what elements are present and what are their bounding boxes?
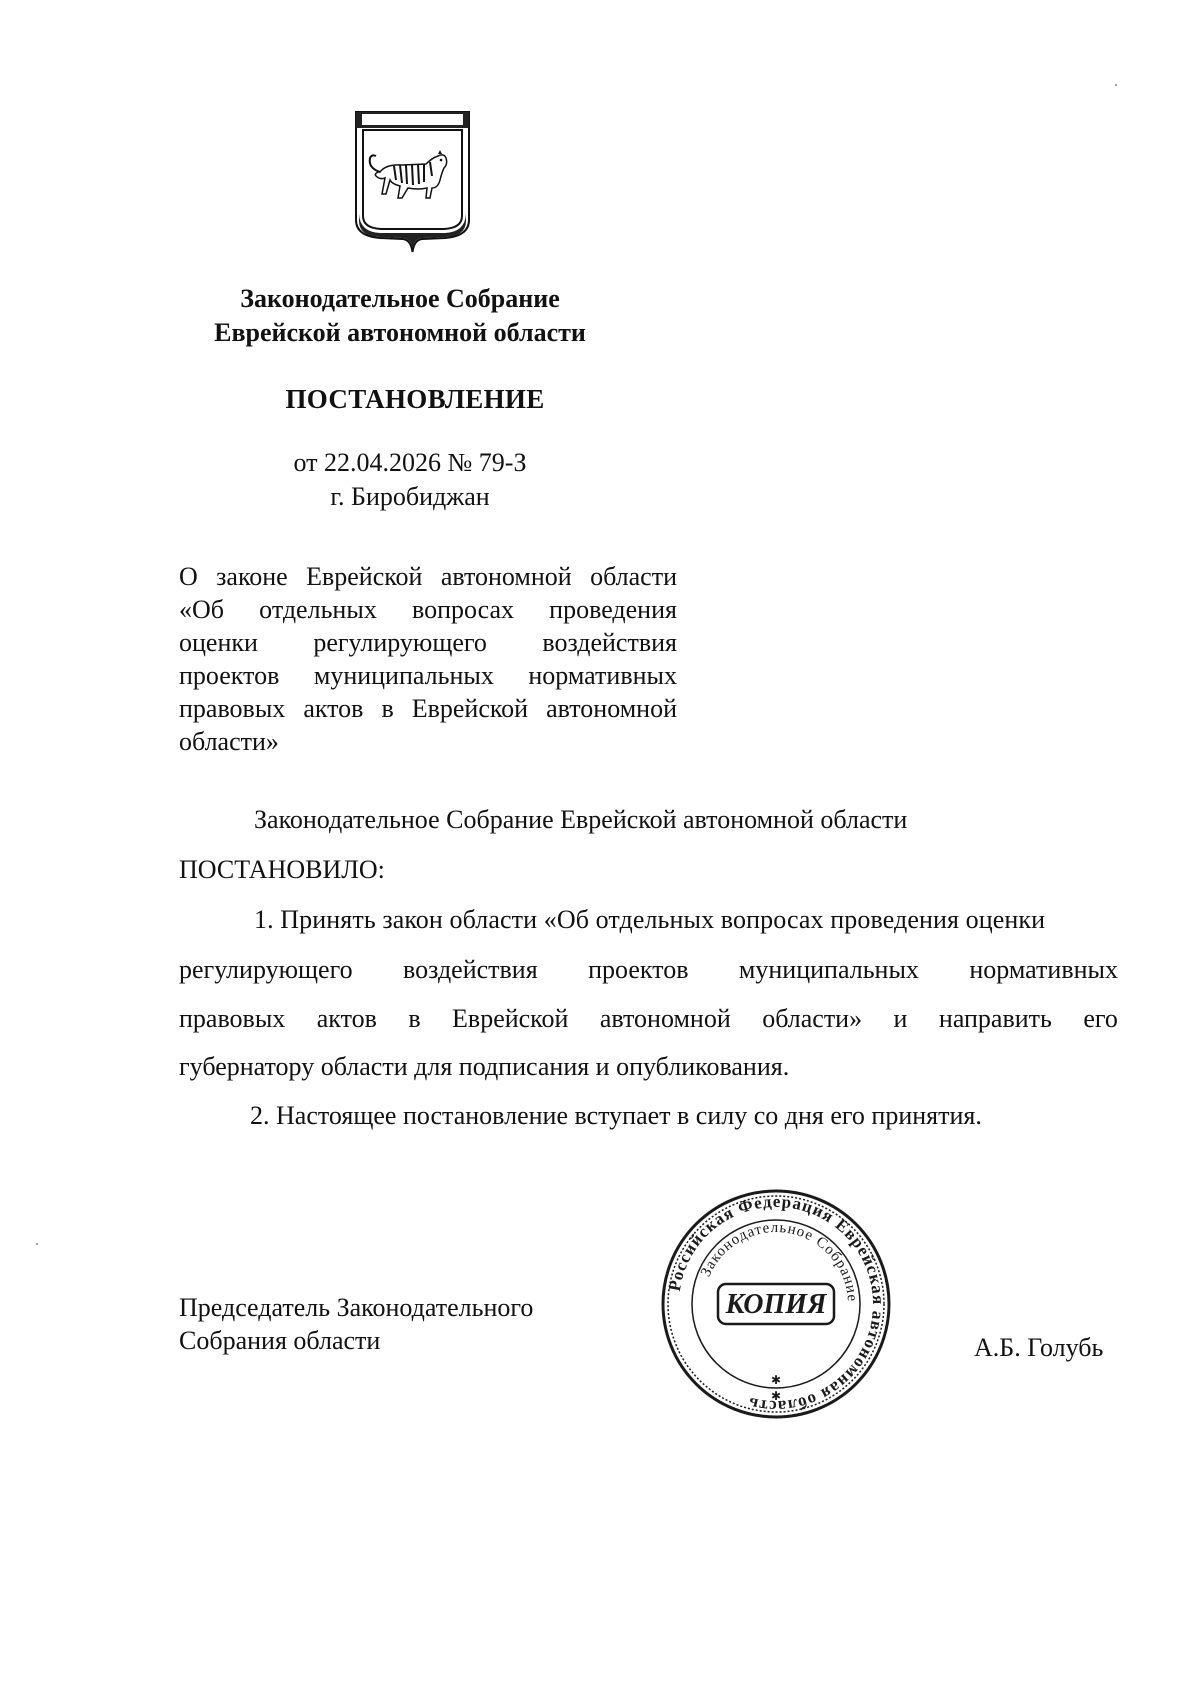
item1-line3: [179, 1004, 1118, 1034]
item1-word: Еврейской: [452, 1004, 569, 1033]
item2: 2. Настоящее постановление вступает в силу со дня его принятия.: [250, 1101, 982, 1130]
item1-word: направить: [938, 1004, 1052, 1033]
document-city: г. Биробиджан: [330, 482, 490, 511]
subject-word: законе: [216, 562, 288, 591]
body-intro: Законодательное Собрание Еврейской автономной области: [254, 805, 908, 834]
item1-word: автономной: [599, 1004, 731, 1033]
subject-word: автономной: [440, 562, 572, 591]
subject-line-6: области»: [179, 727, 279, 756]
stamp-inner-text: Законодательное Собрание: [698, 1219, 861, 1303]
subject-word: регулирующего: [313, 628, 487, 657]
item1-word: области»: [762, 1004, 863, 1033]
stamp-star-icon: ✱: [770, 1373, 782, 1387]
item1-word: нормативных: [969, 955, 1118, 984]
scan-speck: [36, 1243, 38, 1245]
subject-word: правовых: [179, 694, 286, 723]
item1-line1-text: 1. Принять закон области «Об отдельных вопросах проведения оценки: [254, 905, 1046, 934]
scan-speck: [1115, 84, 1117, 86]
item1-word: правовых: [179, 1004, 286, 1033]
item1-word: его: [1083, 1004, 1118, 1033]
item1-word: муниципальных: [738, 955, 919, 984]
subject-word: О: [179, 562, 198, 591]
subject-word: отдельных: [259, 595, 377, 624]
document-subject: [179, 560, 677, 758]
subject-word: актов: [303, 694, 364, 723]
subject-word: в: [381, 694, 394, 723]
item1-word: в: [408, 1004, 421, 1033]
subject-word: проведения: [549, 595, 677, 624]
signatory-title-line2: Собрания области: [179, 1326, 381, 1355]
subject-word: Еврейской: [306, 562, 423, 591]
item1-word: и: [893, 1004, 908, 1033]
subject-word: вопросах: [411, 595, 515, 624]
signatory-title-line1: Председатель Законодательного: [179, 1293, 534, 1322]
organization-name-line2: Еврейской автономной области: [214, 318, 586, 347]
subject-word: воздействия: [542, 628, 677, 657]
item1-word: актов: [316, 1004, 377, 1033]
subject-word: области: [590, 562, 677, 591]
stamp-outer-text: Российская Федерация Еврейская автономная область: [664, 1191, 889, 1417]
item1-word: проектов: [588, 955, 689, 984]
subject-line-5: [179, 692, 677, 725]
subject-word: Еврейской: [411, 694, 529, 723]
document-type: ПОСТАНОВЛЕНИЕ: [285, 384, 545, 414]
signatory-name: А.Б. Голубь: [974, 1333, 1104, 1362]
stamp-star-icon: ✱: [770, 1389, 782, 1403]
item1-word: регулирующего: [179, 955, 353, 984]
subject-line-3: [179, 626, 677, 659]
body-decreed: ПОСТАНОВИЛО:: [179, 855, 385, 884]
stamp-center-text: КОПИЯ: [725, 1289, 827, 1320]
subject-word: нормативных: [528, 661, 677, 690]
item1-line1: [179, 905, 1118, 935]
organization-name-line1: Законодательное Собрание: [240, 284, 560, 313]
subject-word: проектов: [179, 661, 280, 690]
subject-line-4: [179, 659, 677, 692]
item1-word: воздействия: [403, 955, 538, 984]
subject-line-2: [179, 593, 677, 626]
item1-line4: губернатору области для подписания и опубликования.: [179, 1052, 790, 1081]
subject-word: автономной: [546, 694, 677, 723]
item1-line2: [179, 955, 1118, 985]
document-date-number: от 22.04.2026 № 79-З: [293, 448, 527, 477]
subject-word: муниципальных: [313, 661, 494, 690]
coat-of-arms-tiger-icon: [350, 108, 475, 258]
subject-line-1: [179, 560, 677, 593]
subject-word: оценки: [179, 628, 258, 657]
subject-word: «Об: [179, 595, 225, 624]
official-stamp: [660, 1188, 892, 1420]
